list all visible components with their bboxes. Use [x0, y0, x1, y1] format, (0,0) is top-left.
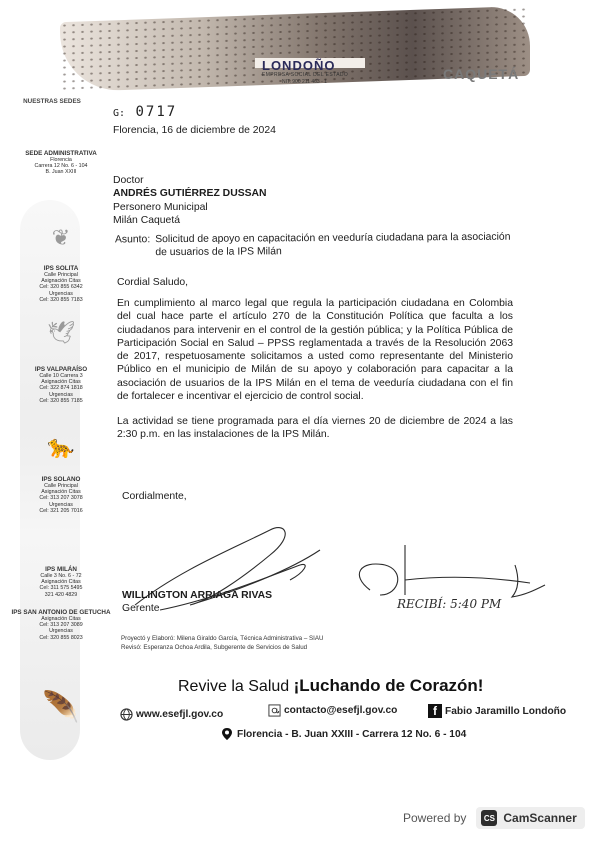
sede-milan — [6, 566, 116, 598]
signer-title: Gerente — [122, 603, 160, 614]
sede-line: Cel: 322 874 1818 — [39, 385, 83, 392]
jaguar-icon: 🐆 — [47, 434, 75, 459]
sede-name: IPS VALPARAÍSO — [34, 366, 88, 373]
sede-line: Cel: 311 575 5495 — [39, 585, 83, 592]
facebook-text: Fabio Jaramillo Londoño — [445, 705, 567, 717]
body-paragraph-2: La actividad se tiene programada para el día viernes 20 de diciembre de 2024 a las 2:30 p.m. en las instalaciones de la IPS Milán. — [117, 416, 513, 441]
logo-text: LONDOÑO — [262, 58, 336, 73]
sede-san-antonio — [6, 609, 116, 641]
sede-solano — [6, 476, 116, 514]
sede-line: Urgencias — [49, 290, 73, 297]
leaf-icon: ❦ — [51, 225, 71, 250]
location-pin-icon — [220, 726, 234, 742]
footer-email[interactable] — [268, 704, 397, 717]
sede-line: Calle Principal — [44, 272, 78, 278]
bird-icon: 🕊 — [47, 320, 75, 345]
recipient-block — [113, 174, 267, 227]
indigenous-figure-icon: 🪶 — [42, 691, 80, 724]
facebook-icon: f — [428, 704, 442, 718]
sede-name: IPS SAN ANTONIO DE GETUCHA — [11, 609, 111, 616]
sede-line: Cel: 320 855 6342 — [39, 284, 83, 291]
footer-address — [220, 726, 466, 742]
sede-line: Asignación Citas — [41, 579, 81, 586]
sede-line: Asignación Citas — [41, 616, 81, 622]
recipient-position: Personero Municipal — [113, 201, 208, 213]
sede-name: IPS MILÁN — [45, 566, 77, 573]
sede-solita — [6, 265, 116, 303]
reference-digits: 0717 — [135, 104, 178, 120]
body-paragraph-1: En cumplimiento al marco legal que regula la participación ciudadana en Colombia del cual hace parte el artículo 270 de la Constitución Política que faculta a los ciudadanos para intervenir en el control de la gestión pública; y la Política Pública de Participación Social en Salud – PPSS reglamentada a través de la Resolución 2063 de 2017, respetuosamente solicitamos a usted como representante del Ministerio Público en el municipio de Milán de su apoyo y colaboración para capacitar a la asociación de usuarios de la IPS Milán en el tema de veeduría ciudadana con el fin de fortalecer e incentivar el ejercicio de control social. — [117, 298, 513, 403]
reference-prefix: G: — [113, 108, 126, 119]
sede-line: Calle 3 No. 6 - 72 — [40, 573, 82, 579]
sede-administrativa — [6, 150, 116, 176]
reference-number — [113, 104, 177, 120]
recipient-name: ANDRÉS GUTIÉRREZ DUSSAN — [113, 188, 267, 200]
sede-line: Urgencias — [49, 501, 73, 508]
sede-line: Asignación Citas — [41, 278, 81, 285]
prepared-by: Proyectó y Elaboró: Milena Giraldo García, Técnica Administrativa – SIAU — [121, 635, 324, 642]
sede-line: Urgencias — [49, 628, 73, 635]
place-date: Florencia, 16 de diciembre de 2024 — [113, 125, 276, 136]
address-text: Florencia - B. Juan XXIII - Carrera 12 No. 6 - 104 — [237, 728, 467, 740]
sede-name: IPS SOLITA — [43, 265, 79, 272]
camscanner-watermark — [403, 807, 585, 829]
camscanner-logo-icon: CS — [481, 810, 497, 826]
sede-line: Calle Principal — [44, 483, 78, 489]
sede-line: Cel: 321 205 7016 — [39, 507, 83, 514]
at-sign-icon — [268, 704, 281, 717]
logo-nit: NIT. 900 211 463 - 1 — [282, 79, 327, 85]
sede-line: Carrera 12 No. 6 - 104 — [34, 163, 88, 170]
globe-icon — [120, 708, 133, 721]
closing: Cordialmente, — [122, 491, 187, 502]
logo-subtitle: EMPRESA SOCIAL DEL ESTADO — [262, 72, 349, 78]
sede-line: Asignación Citas — [41, 379, 81, 386]
slogan-part-2: ¡Luchando de Corazón! — [293, 676, 484, 695]
salutation: Cordial Saludo, — [117, 277, 189, 288]
camscanner-badge — [476, 807, 584, 829]
reviewed-by: Revisó: Esperanza Ochoa Ardila, Subgerente de Servicios de Salud — [121, 644, 308, 651]
received-note: RECIBÍ: 5:40 PM — [397, 597, 502, 611]
sede-line: Cel: 320 855 8023 — [39, 634, 83, 641]
sede-line: Cel: 320 855 7183 — [39, 296, 83, 303]
recipient-title: Doctor — [113, 175, 144, 186]
email-text: contacto@esefjl.gov.co — [284, 705, 398, 716]
powered-by-label: Powered by — [403, 811, 467, 825]
sede-line: Calle 10 Carrera 3 — [39, 373, 83, 379]
footer-slogan — [178, 676, 483, 696]
footer-website[interactable] — [120, 708, 223, 721]
sede-valparaiso — [6, 366, 116, 404]
sede-line: Cel: 313 207 3078 — [39, 495, 83, 502]
sede-line: Cel: 320 855 7185 — [39, 397, 83, 404]
region-label: CAQUETÁ — [443, 66, 520, 82]
subject-text: Solicitud de apoyo en capacitación en veeduría ciudadana para la asociación de usuarios de la IPS Milán — [155, 231, 511, 259]
sede-line: B. Juan XXIII — [45, 169, 77, 176]
recipient-location: Milán Caquetá — [113, 214, 181, 226]
signer-name: WILLINGTON ARRIAGA RIVAS — [122, 590, 273, 601]
subject-line — [115, 231, 523, 260]
sede-line: Urgencias — [49, 391, 73, 398]
sede-name: SEDE ADMINISTRATIVA — [25, 150, 97, 157]
sede-name: IPS SOLANO — [41, 476, 81, 483]
subject-label: Asunto: — [114, 234, 151, 246]
slogan-part-1: Revive la Salud — [178, 678, 290, 695]
footer-facebook[interactable] — [428, 704, 566, 718]
sede-line: Florencia — [50, 157, 72, 163]
sede-line: Asignación Citas — [41, 489, 81, 496]
sede-line: Cel: 313 207 3089 — [39, 622, 83, 629]
sidebar-heading: NUESTRAS SEDES — [23, 98, 81, 105]
sede-line: 321 420 4829 — [44, 591, 78, 598]
website-text: www.esefjl.gov.co — [136, 709, 224, 720]
camscanner-name: CamScanner — [503, 811, 577, 825]
